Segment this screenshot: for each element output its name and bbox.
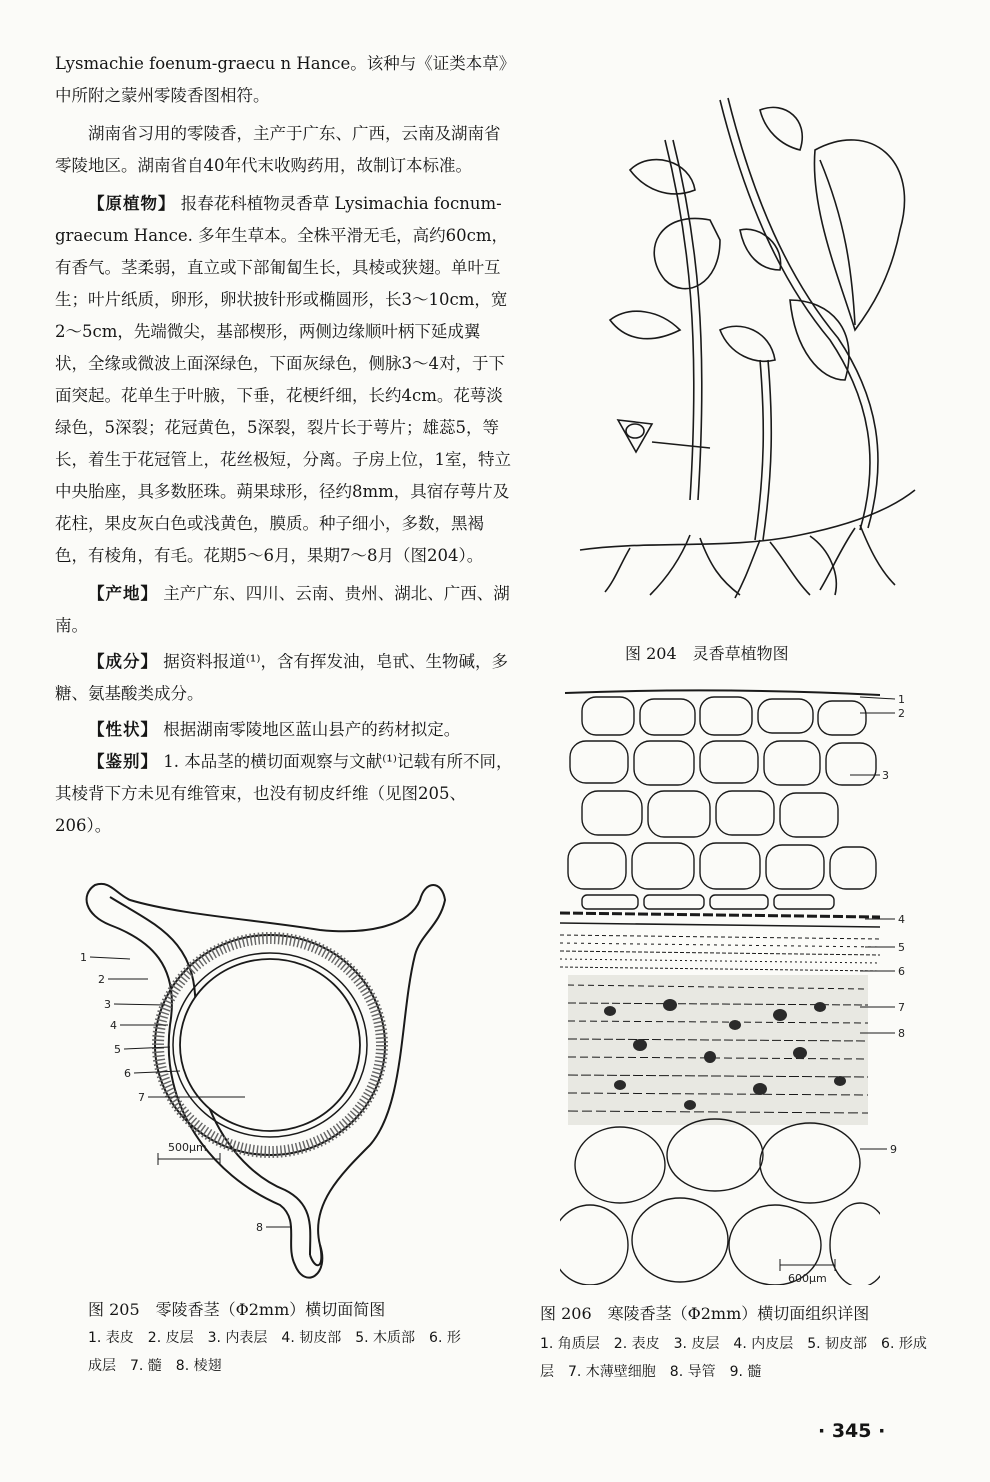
paragraph-text: 1. 本品茎的横切面观察与文献⁽¹⁾记载有所不同，其棱背下方未见有维管束，也没有韧皮纤维（见图205、206）。 xyxy=(55,752,513,835)
section-heading: 【原植物】 xyxy=(88,194,176,213)
paragraph-text: 报春花科植物灵香草 Lysimachia focnum-graecum Hance. 多年生草本。全株平滑无毛，高约60cm，有香气。茎柔弱，直立或下部匍匐生长，具棱或狭翅。单叶互生；叶片纸质，卵形，卵状披针形或椭圆形，长3～10cm，宽2～5cm，先端微尖，基部楔形，两侧边缘顺叶柄下延成翼状，全缘或微波上面深绿色，下面灰绿色，侧脉3～4对，于下面突起。花单生于叶腋，下垂，花梗纤细，长约4cm。花萼淡绿色，5深裂；花冠黄色，5深裂，裂片长于萼片；雄蕊5，等长，着生于花冠管上，花丝极短，分离。子房上位，1室，特立中央胎座，具多数胚珠。蒴果球形，径约8mm，具宿存萼片及花柱，果皮灰白色或浅黄色，膜质。种子细小，多数，黑褐色，有棱角，有毛。花期5～6月，果期7～8月（图204）。 xyxy=(55,194,511,565)
body-text-column xyxy=(55,48,513,842)
section-heading: 【性状】 xyxy=(88,720,158,739)
figure-204-plant-drawing xyxy=(570,80,930,600)
paragraph-text: 湖南省习用的零陵香，主产于广东、广西，云南及湖南省零陵地区。湖南省自40年代末收购药用，故制订本标准。 xyxy=(55,124,501,175)
fig205-label-4: 4 xyxy=(110,1019,117,1032)
figure-204-caption: 图 204 灵香草植物图 xyxy=(625,644,789,663)
fig206-label-8: 8 xyxy=(898,1027,905,1040)
figure-205-legend: 1. 表皮 2. 皮层 3. 内表层 4. 韧皮部 5. 木质部 6. 形成层 7. 髓 8. 棱翅 xyxy=(88,1330,461,1374)
figure-206-caption: 图 206 寒陵香茎（Φ2mm）横切面组织详图 xyxy=(540,1304,870,1323)
section-heading: 【成分】 xyxy=(88,652,158,671)
fig206-label-4: 4 xyxy=(898,913,905,926)
fig205-scale-label: 500μm xyxy=(168,1141,207,1154)
paragraph-text: 主产广东、四川、云南、贵州、湖北、广西、湖南。 xyxy=(55,584,510,635)
fig205-label-8: 8 xyxy=(256,1221,263,1234)
paragraph-properties xyxy=(55,714,513,746)
figure-206-tissue-detail xyxy=(560,685,910,1295)
fig205-label-3: 3 xyxy=(104,998,111,1011)
fig206-label-9: 9 xyxy=(890,1143,897,1156)
fig206-scale-label: 600μm xyxy=(788,1272,827,1285)
figure-205-caption: 图 205 零陵香茎（Φ2mm）横切面简图 xyxy=(88,1300,386,1319)
fig206-label-3: 3 xyxy=(882,769,889,782)
paragraph-components xyxy=(55,646,513,710)
fig205-label-5: 5 xyxy=(114,1043,121,1056)
fig206-label-5: 5 xyxy=(898,941,905,954)
paragraph-text: 根据湖南零陵地区蓝山县产的药材拟定。 xyxy=(158,720,461,739)
fig206-label-6: 6 xyxy=(898,965,905,978)
fig205-label-6: 6 xyxy=(124,1067,131,1080)
paragraph-plant xyxy=(55,188,513,572)
page-number: · 345 · xyxy=(818,1420,886,1442)
fig206-label-7: 7 xyxy=(898,1001,905,1014)
paragraph-text: 据资料报道⁽¹⁾，含有挥发油，皂甙、生物碱，多糖、氨基酸类成分。 xyxy=(55,652,508,703)
section-heading: 【鉴别】 xyxy=(88,752,158,771)
paragraph-origin xyxy=(55,578,513,642)
fig205-label-1: 1 xyxy=(80,951,87,964)
paragraph-intro xyxy=(55,48,513,112)
section-heading: 【产地】 xyxy=(88,584,158,603)
paragraph-text: Lysmachie foenum-graecu n Hance。该种与《证类本草》中所附之蒙州零陵香图相符。 xyxy=(55,54,508,105)
figure-205-cross-section xyxy=(70,875,470,1295)
fig205-label-7: 7 xyxy=(138,1091,145,1104)
fig205-label-2: 2 xyxy=(98,973,105,986)
fig206-label-2: 2 xyxy=(898,707,905,720)
paragraph-usage xyxy=(55,118,513,182)
paragraph-identification xyxy=(55,746,513,842)
figure-206-legend: 1. 角质层 2. 表皮 3. 皮层 4. 内皮层 5. 韧皮部 6. 形成层 7. 木薄壁细胞 8. 导管 9. 髓 xyxy=(540,1336,927,1380)
fig206-label-1: 1 xyxy=(898,693,905,706)
